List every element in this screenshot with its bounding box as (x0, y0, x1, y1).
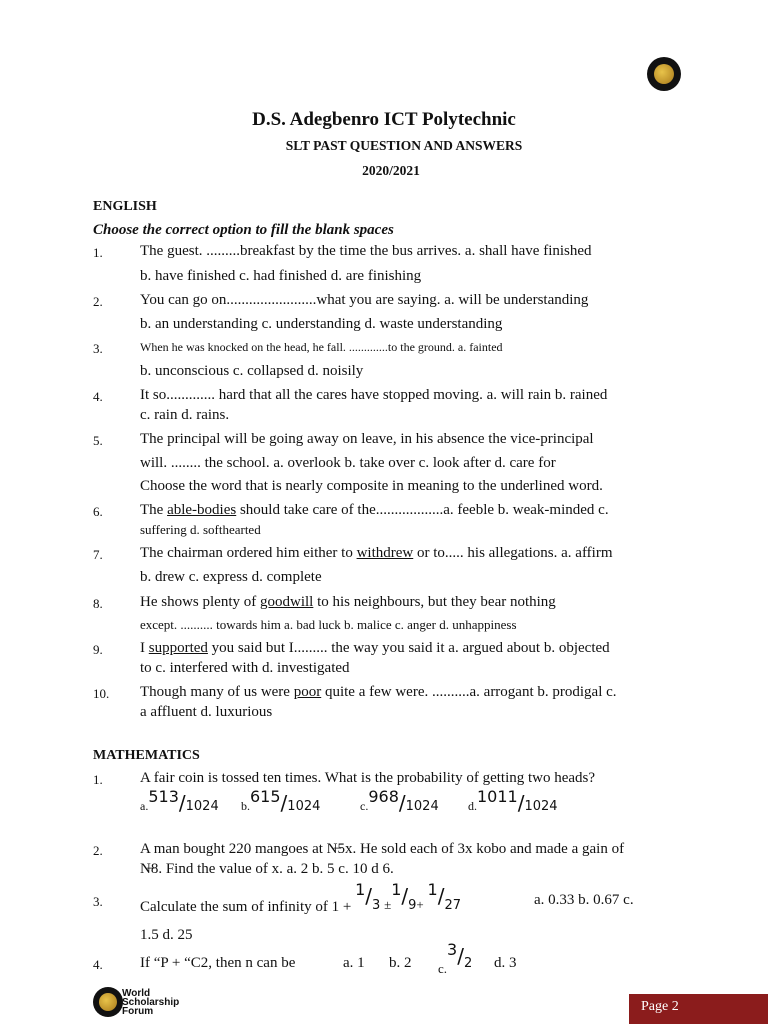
question-text: A fair coin is tossed ten times. What is the probability of getting two heads? (140, 770, 596, 786)
fraction-denominator: 27 (444, 898, 461, 913)
fraction-denominator: 9 (408, 898, 417, 913)
question-options: a affluent d. luxurious (140, 704, 273, 720)
question-options: b. have finished c. had finished d. are finishing (140, 268, 422, 284)
question-text: The guest. .........breakfast by the time the bus arrives. a. shall have finished (140, 243, 592, 259)
session-year: 2020/2021 (362, 163, 420, 178)
fraction-numerator: 1 (355, 880, 366, 899)
question-number: 7. (93, 547, 103, 562)
question-number: 3. (93, 894, 103, 909)
brand-line-1: World (122, 988, 151, 999)
question-number: 2. (93, 843, 103, 858)
fraction-slash: / (398, 791, 406, 815)
question-options: except. .......... towards him a. bad luck b. malice c. anger d. unhappiness (140, 617, 517, 632)
question-text-post: quite a few were. ..........a. arrogant b. prodigal c. (321, 684, 617, 700)
question-options: N̶8. Find the value of x. a. 2 b. 5 c. 10 d 6. (140, 861, 394, 877)
option-c (360, 787, 439, 815)
footer-brand (122, 989, 179, 1016)
underlined-word: supported (148, 640, 208, 656)
question-options: c. rain d. rains. (140, 407, 230, 423)
plus-sign: + (416, 897, 424, 912)
document-subtitle: SLT PAST QUESTION AND ANSWERS (285, 138, 523, 153)
option-letter: d. (468, 799, 477, 813)
question-options: b. unconscious c. collapsed d. noisily (140, 363, 364, 379)
fraction-slash: / (517, 791, 525, 815)
fraction-slash: / (280, 791, 288, 815)
fraction-denominator: 2 (463, 956, 473, 971)
fraction-slash: / (178, 791, 186, 815)
section-heading-mathematics: MATHEMATICS (93, 748, 200, 763)
question-number: 6. (93, 504, 103, 519)
option-b: b. 2 (389, 955, 412, 971)
option-b (241, 787, 321, 815)
option-a: a. 1 (343, 955, 365, 971)
question-options: b. an understanding c. understanding d. waste understanding (140, 316, 503, 332)
question-text: It so............. hard that all the cares have stopped moving. a. will rain b. rained (140, 387, 608, 403)
world-scholarship-logo-icon (647, 57, 681, 91)
question-text: A man bought 220 mangoes at N̶5x. He sold each of 3x kobo and made a gain of (140, 841, 625, 857)
underlined-word: goodwill (260, 594, 314, 610)
question-text-pre: Calculate the sum of infinity of 1 + (140, 899, 352, 915)
fraction-denominator: 1024 (524, 799, 558, 814)
question-text-post: to his neighbours, but they bear nothing (313, 594, 556, 610)
page-number-badge (629, 994, 768, 1024)
fraction-denominator: 1024 (287, 799, 321, 814)
fraction-slash: / (401, 884, 409, 908)
option-letter: c. (360, 799, 369, 813)
question-number: 9. (93, 642, 103, 657)
question-options: b. drew c. express d. complete (140, 569, 322, 585)
fraction-slash: / (365, 884, 373, 908)
brand-line-2: Scholarship (122, 997, 180, 1008)
brand-line-3: Forum (122, 1006, 154, 1017)
option-d (468, 787, 558, 815)
question-options: to c. interfered with d. investigated (140, 660, 350, 676)
question-text: When he was knocked on the head, he fall. .............to the ground. a. fainted (140, 340, 503, 354)
question-text: The principal will be going away on leave, in his absence the vice-principal (140, 431, 594, 447)
question-text-pre: I (140, 640, 149, 656)
question-text-post: you said but I......... the way you said it a. argued about b. objected (207, 640, 610, 656)
question-number: 4. (93, 389, 103, 404)
option-a (140, 787, 219, 815)
option-c (438, 940, 473, 976)
fraction-slash: / (457, 944, 464, 968)
question-number: 2. (93, 294, 103, 309)
option-letter: a. (140, 799, 149, 813)
fraction-denominator: 3 (372, 898, 381, 913)
question-text: If “P + “C2, then n can be (140, 955, 296, 971)
question-text-pre: The (140, 502, 168, 518)
question-text (140, 502, 609, 519)
fraction-denominator: 1024 (185, 799, 219, 814)
question-number: 4. (93, 957, 103, 972)
fraction-numerator: 968 (368, 787, 399, 806)
question-text (140, 545, 613, 562)
underlined-word: able-bodies (167, 502, 237, 518)
question-text-pre: The chairman ordered him either to (140, 545, 357, 561)
underlined-word: withdrew (356, 545, 414, 561)
question-text (140, 640, 610, 657)
question-text-post: or to..... his allegations. a. affirm (413, 545, 613, 561)
fraction-numerator: 3 (447, 940, 458, 959)
fraction-denominator: 1024 (405, 799, 439, 814)
section-heading-english: ENGLISH (93, 199, 157, 214)
question-text-post: should take care of the..................a. feeble b. weak-minded c. (236, 502, 609, 518)
question-number: 10. (93, 686, 110, 701)
question-text-pre: He shows plenty of (140, 594, 260, 610)
fraction-slash: / (437, 884, 445, 908)
plus-minus-sign: ± (384, 897, 392, 912)
question-number: 5. (93, 433, 103, 448)
question-text (140, 594, 556, 611)
english-instruction-synonyms: Choose the word that is nearly composite in meaning to the underlined word. (140, 478, 603, 494)
page-title: D.S. Adegbenro ICT Polytechnic (252, 109, 516, 130)
question-options: a. 0.33 b. 0.67 c. (534, 892, 634, 908)
fraction-numerator: 1011 (477, 787, 518, 806)
fraction-numerator: 1 (427, 880, 438, 899)
english-instruction: Choose the correct option to fill the blank spaces (93, 222, 394, 238)
question-number: 8. (93, 596, 103, 611)
world-scholarship-globe-icon (93, 987, 123, 1017)
question-options-continued: 1.5 d. 25 (140, 927, 193, 943)
fraction-numerator: 1 (391, 880, 402, 899)
question-text-pre: Though many of us were (140, 684, 294, 700)
page-number: Page 2 (641, 999, 679, 1014)
question-options: will. ........ the school. a. overlook b. take over c. look after d. care for (140, 455, 556, 471)
fraction-numerator: 615 (250, 787, 281, 806)
question-options: suffering d. softhearted (140, 522, 261, 537)
question-number: 1. (93, 245, 103, 260)
option-letter: c. (438, 961, 448, 976)
question-number: 1. (93, 772, 103, 787)
question-text (140, 684, 617, 701)
question-number: 3. (93, 341, 103, 356)
question-text: You can go on........................what you are saying. a. will be understanding (140, 292, 589, 308)
option-letter: b. (241, 799, 250, 813)
question-text (140, 880, 461, 915)
option-d: d. 3 (494, 955, 517, 971)
fraction-numerator: 513 (148, 787, 179, 806)
underlined-word: poor (293, 684, 322, 700)
